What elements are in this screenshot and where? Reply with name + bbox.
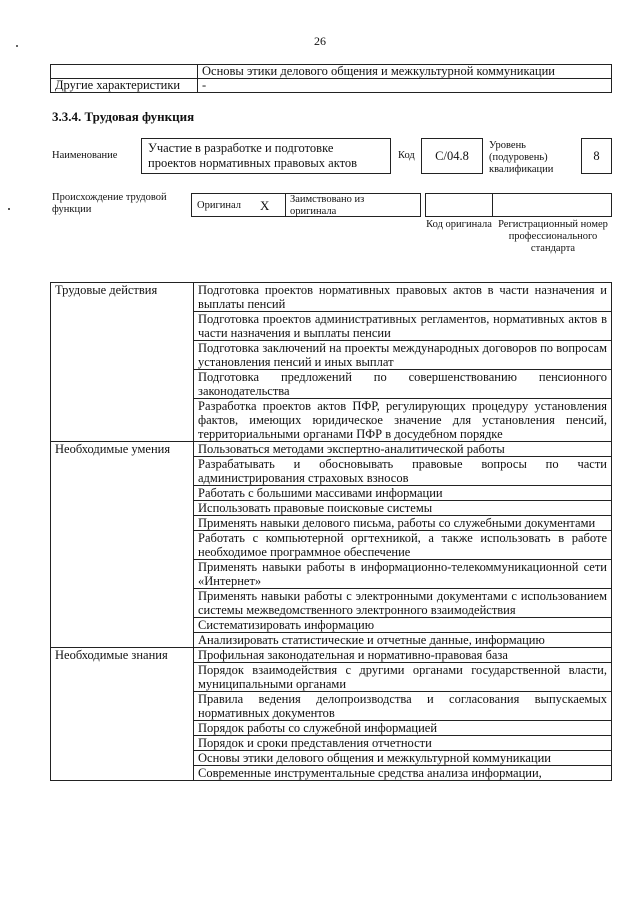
description-cell: Подготовка заключений на проекты международных договоров по вопросам установления пенсий и иных выплат	[194, 341, 612, 370]
borrowed-label: Заимствовано из оригинала	[290, 194, 365, 217]
table-row	[51, 283, 612, 312]
table-row	[51, 648, 612, 663]
description-cell: Современные инструментальные средства анализа информации,	[194, 766, 612, 781]
name-label: Наименование	[52, 150, 118, 161]
description-cell: Применять навыки делового письма, работы со служебными документами	[194, 516, 612, 531]
description-cell: Профильная законодательная и нормативно-правовая база	[194, 648, 612, 663]
description-cell: Разрабатывать и обосновывать правовые вопросы по части администрирования страховых взносов	[194, 457, 612, 486]
category-cell: Трудовые действия	[51, 283, 194, 442]
description-cell: Порядок и сроки представления отчетности	[194, 736, 612, 751]
description-cell: Правила ведения делопроизводства и согласования выпускаемых нормативных документов	[194, 692, 612, 721]
registration-number-cell	[492, 193, 612, 217]
scan-speck	[8, 208, 10, 210]
description-cell: Порядок работы со служебной информацией	[194, 721, 612, 736]
table-row	[51, 65, 612, 79]
top-table-value: Основы этики делового общения и межкультурной коммуникации	[198, 65, 612, 79]
qualification-level-box: 8	[581, 138, 612, 174]
top-table-label	[51, 65, 198, 79]
description-cell: Порядок взаимодействия с другими органами государственной власти, муниципальными органами	[194, 663, 612, 692]
category-cell: Необходимые знания	[51, 648, 194, 781]
description-cell: Использовать правовые поисковые системы	[194, 501, 612, 516]
description-cell: Работать с компьютерной оргтехникой, а также использовать в работе необходимое программное обеспечение	[194, 531, 612, 560]
top-continuation-table	[50, 64, 612, 93]
description-cell: Подготовка проектов административных регламентов, нормативных актов в части назначения и выплаты пенсии	[194, 312, 612, 341]
description-cell: Работать с большими массивами информации	[194, 486, 612, 501]
description-cell: Основы этики делового общения и межкультурной коммуникации	[194, 751, 612, 766]
description-cell: Применять навыки работы в информационно-телекоммуникационной сети «Интернет»	[194, 560, 612, 589]
table-row	[51, 442, 612, 457]
function-name-box: Участие в разработке и подготовке проектов нормативных правовых актов	[141, 138, 391, 174]
category-cell: Необходимые умения	[51, 442, 194, 648]
description-cell: Анализировать статистические и отчетные данные, информацию	[194, 633, 612, 648]
original-code-cell	[425, 193, 493, 217]
section-title: 3.3.4. Трудовая функция	[52, 109, 195, 124]
page-number: 26	[314, 34, 326, 48]
table-row	[51, 79, 612, 93]
function-details-table	[50, 282, 612, 781]
original-code-caption: Код оригинала	[426, 219, 492, 230]
original-label: Оригинал	[197, 200, 241, 211]
origin-label: Происхождение трудовой функции	[52, 192, 167, 215]
description-cell: Подготовка предложений по совершенствованию пенсионного законодательства	[194, 370, 612, 399]
registration-number-caption: Регистрационный номер профессионального стандарта	[498, 219, 608, 254]
description-cell: Применять навыки работы с электронными документами с использованием системы межведомственного электронного взаимодействия	[194, 589, 612, 618]
top-table-value: -	[198, 79, 612, 93]
description-cell: Пользоваться методами экспертно-аналитической работы	[194, 442, 612, 457]
function-code-box: С/04.8	[421, 138, 483, 174]
description-cell: Систематизировать информацию	[194, 618, 612, 633]
original-mark: X	[260, 198, 270, 213]
description-cell: Подготовка проектов нормативных правовых актов в части назначения и выплаты пенсий	[194, 283, 612, 312]
top-table-label: Другие характеристики	[51, 79, 198, 93]
level-label: Уровень (подуровень) квалификации	[489, 140, 554, 175]
borrowed-cell	[285, 193, 421, 217]
code-label: Код	[398, 150, 415, 161]
original-cell	[191, 193, 286, 217]
description-cell: Разработка проектов актов ПФР, регулирующих процедуру установления фактов, имеющих юридическое значение для установления пенсий, территориальными органами ПФР в досудебном порядке	[194, 399, 612, 442]
